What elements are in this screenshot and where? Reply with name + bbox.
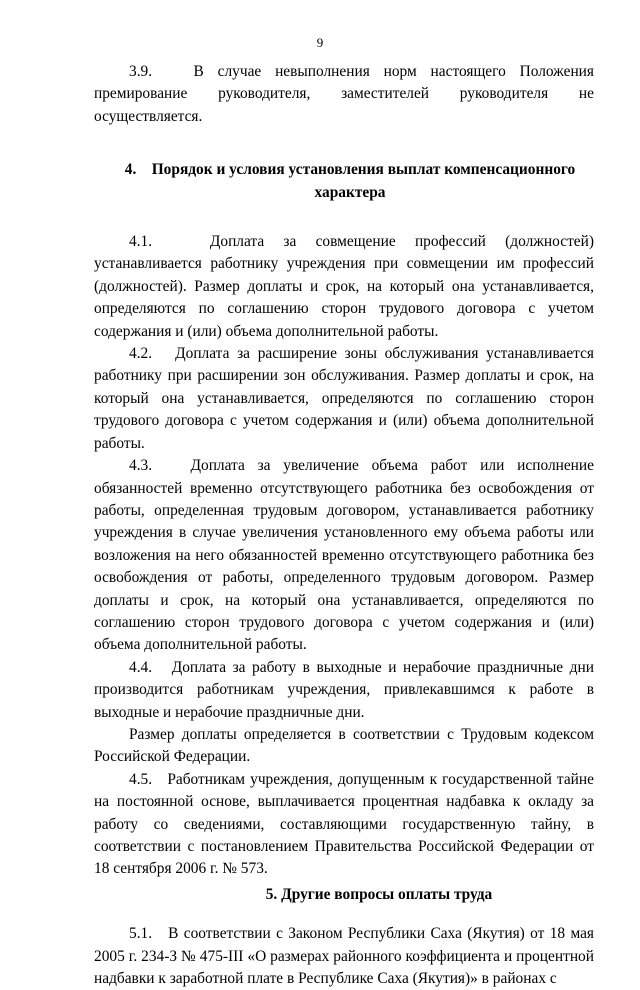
page-number: 9: [316, 35, 324, 50]
document-body: [94, 61, 594, 990]
section-heading-4: 4. Порядок и условия установления выплат компенсационного характера: [124, 161, 576, 201]
paragraph-4-4: 4.4. Доплата за работу в выходные и нерабочие праздничные дни производится работникам учреждения, привлекавшимся к работе в выходные и нерабочие праздничные дни.: [94, 658, 594, 721]
paragraph-4-2: 4.2. Доплата за расширение зоны обслуживания устанавливается работнику при расширении зон обслуживания. Размер доплаты и срок, на который она устанавливается, определяются по соглашению сторон трудового договора с учетом содержания и (или) объема дополнительной работы.: [94, 345, 594, 452]
paragraph-5-1: 5.1. В соответствии с Законом Республики Саха (Якутия) от 18 мая 2005 г. 234-З № 475-III «О размерах районного коэффициента и процентной надбавки к заработной плате в Республике Саха (Якутия)» в районах с: [94, 925, 594, 988]
paragraph-4-3: 4.3. Доплата за увеличение объема работ или исполнение обязанностей временно отсутствующего работника без освобождения от работы, определенная трудовым договором, устанавливается работнику учреждения в случае увеличения установленного ему объема работы или возложения на него обязанностей временно отсутствующего работника без освобождения от работы, определенного трудовым договором. Размер доплаты и срок, на который она устанавливается, определяются по соглашению сторон трудового договора с учетом содержания и (или) объема дополнительной работы.: [94, 457, 594, 654]
paragraph-3-9: 3.9. В случае невыполнения норм настоящего Положения премирование руководителя, заместителей руководителя не осуществляется.: [94, 63, 594, 125]
paragraph-4-1: 4.1. Доплата за совмещение профессий (должностей) устанавливается работнику учреждения при совмещении им профессий (должностей). Размер доплаты и срок, на который она устанавливается, определяются по соглашению сторон трудового договора с учетом содержания и (или) объема дополнительной работы.: [94, 233, 594, 340]
paragraph-4-4-note: Размер доплаты определяется в соответствии с Трудовым кодексом Российской Федерации.: [94, 725, 594, 766]
section-heading-5: 5. Другие вопросы оплаты труда: [265, 885, 493, 903]
paragraph-4-5: 4.5. Работникам учреждения, допущенным к государственной тайне на постоянной основе, выплачивается процентная надбавка к окладу за работу со сведениями, составляющими государственную тайну, в соответствии с постановлением Правительства Российской Федерации от 18 сентября 2006 г. № 573.: [94, 770, 594, 878]
